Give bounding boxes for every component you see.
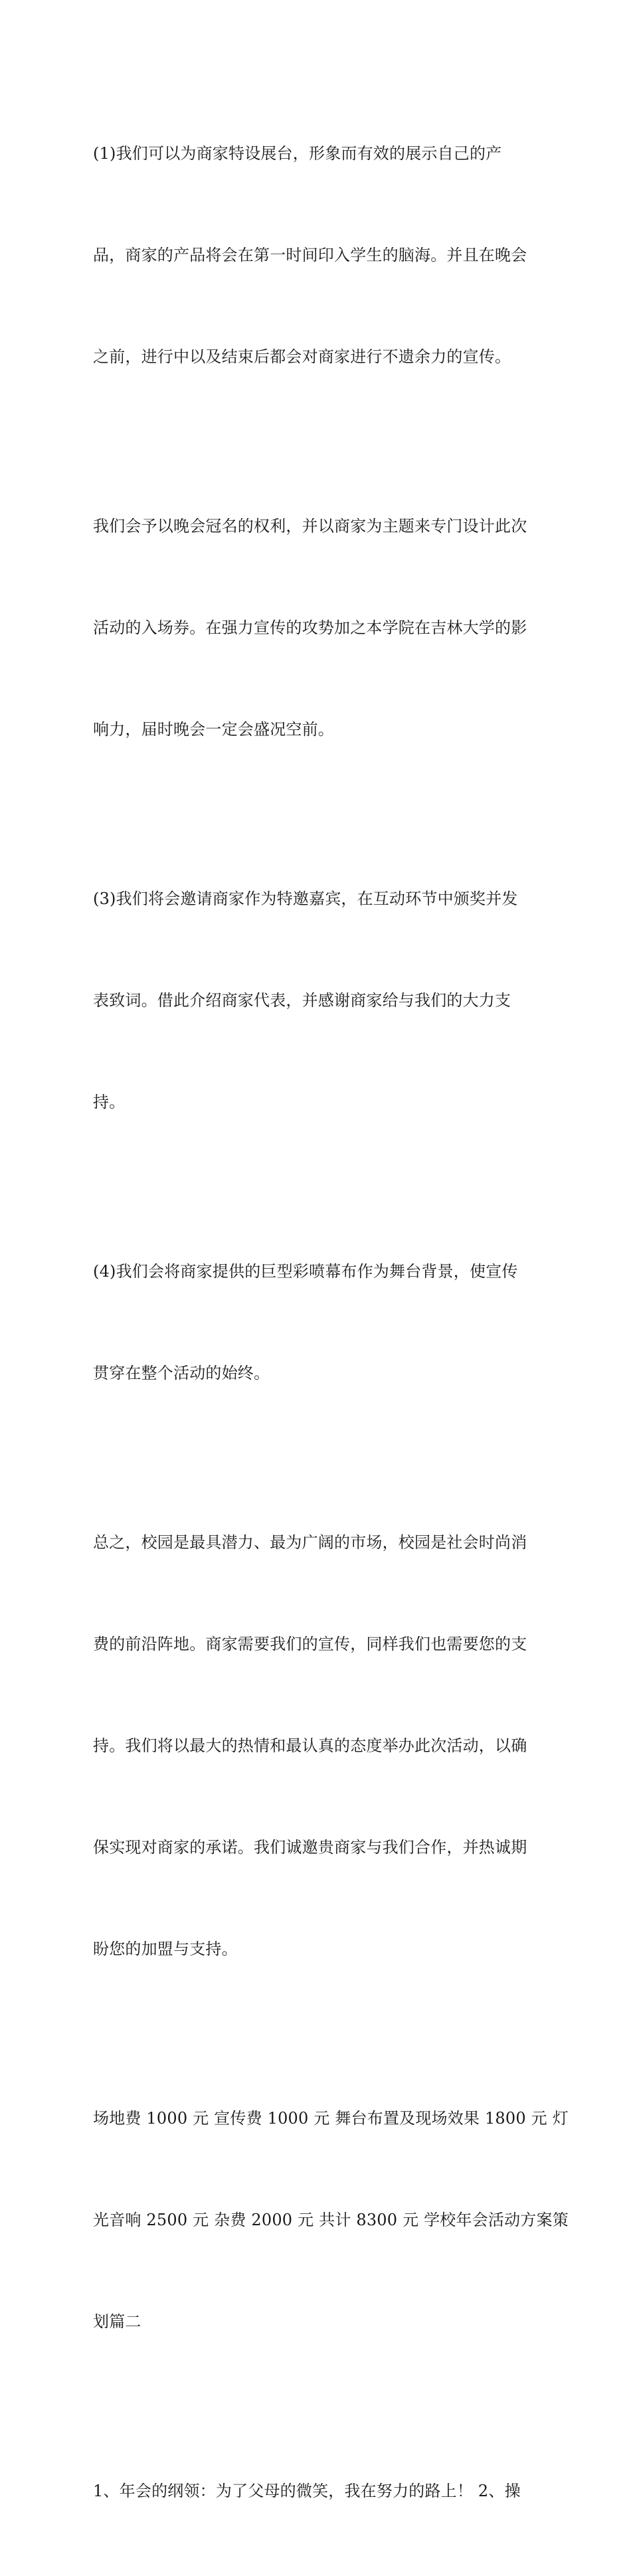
paragraph-budget <box>93 2034 569 2407</box>
text-line: (1)我们可以为商家特设展台，形象而有效的展示自己的产 <box>93 144 502 163</box>
text-line: 之前，进行中以及结束后都会对商家进行不遗余力的宣传。 <box>93 347 511 366</box>
text-line: 总之，校园是最具潜力、最为广阔的市场，校园是社会时尚消 <box>93 1533 527 1552</box>
text-line: 划篇二 <box>93 2312 141 2331</box>
paragraph-stage-backdrop <box>93 1187 545 1458</box>
text-line: 场地费 1000 元 宣传费 1000 元 舞台布置及现场效果 1800 元 灯 <box>93 2109 569 2128</box>
text-line: (3)我们将会邀请商家作为特邀嘉宾，在互动环节中颁奖并发 <box>93 889 518 908</box>
text-line: 活动的入场券。在强力宣传的攻势加之本学院在吉林大学的影 <box>93 618 527 637</box>
text-line: 贯穿在整个活动的始终。 <box>93 1364 270 1382</box>
text-line: 1、年会的纲领：为了父母的微笑，我在努力的路上！ 2、操 <box>93 2482 521 2500</box>
text-line: 品，商家的产品将会在第一时间印入学生的脑海。并且在晚会 <box>93 246 527 264</box>
text-line: 持。 <box>93 1093 126 1111</box>
text-line: (4)我们会将商家提供的巨型彩喷幕布作为舞台背景，使宣传 <box>93 1262 518 1281</box>
paragraph-booth <box>93 69 545 442</box>
paragraph-naming-rights <box>93 442 545 814</box>
paragraph-summary <box>93 1458 545 2034</box>
text-line: 光音响 2500 元 杂费 2000 元 共计 8300 元 学校年会活动方案策 <box>93 2211 569 2229</box>
text-line: 我们会予以晚会冠名的权利，并以商家为主题来专门设计此次 <box>93 517 527 535</box>
document-body <box>93 69 569 2576</box>
text-line: 保实现对商家的承诺。我们诚邀贵商家与我们合作，并热诚期 <box>93 1838 527 1857</box>
text-line: 盼您的加盟与支持。 <box>93 1940 238 1958</box>
text-line: 表致词。借此介绍商家代表，并感谢商家给与我们的大力支 <box>93 991 511 1010</box>
text-line: 费的前沿阵地。商家需要我们的宣传，同样我们也需要您的支 <box>93 1635 527 1653</box>
text-line: 响力，届时晚会一定会盛况空前。 <box>93 720 334 739</box>
text-line: 持。我们将以最大的热情和最认真的态度举办此次活动，以确 <box>93 1736 527 1755</box>
paragraph-guest-invite <box>93 814 545 1187</box>
paragraph-annual-meeting-outline <box>93 2407 545 2576</box>
